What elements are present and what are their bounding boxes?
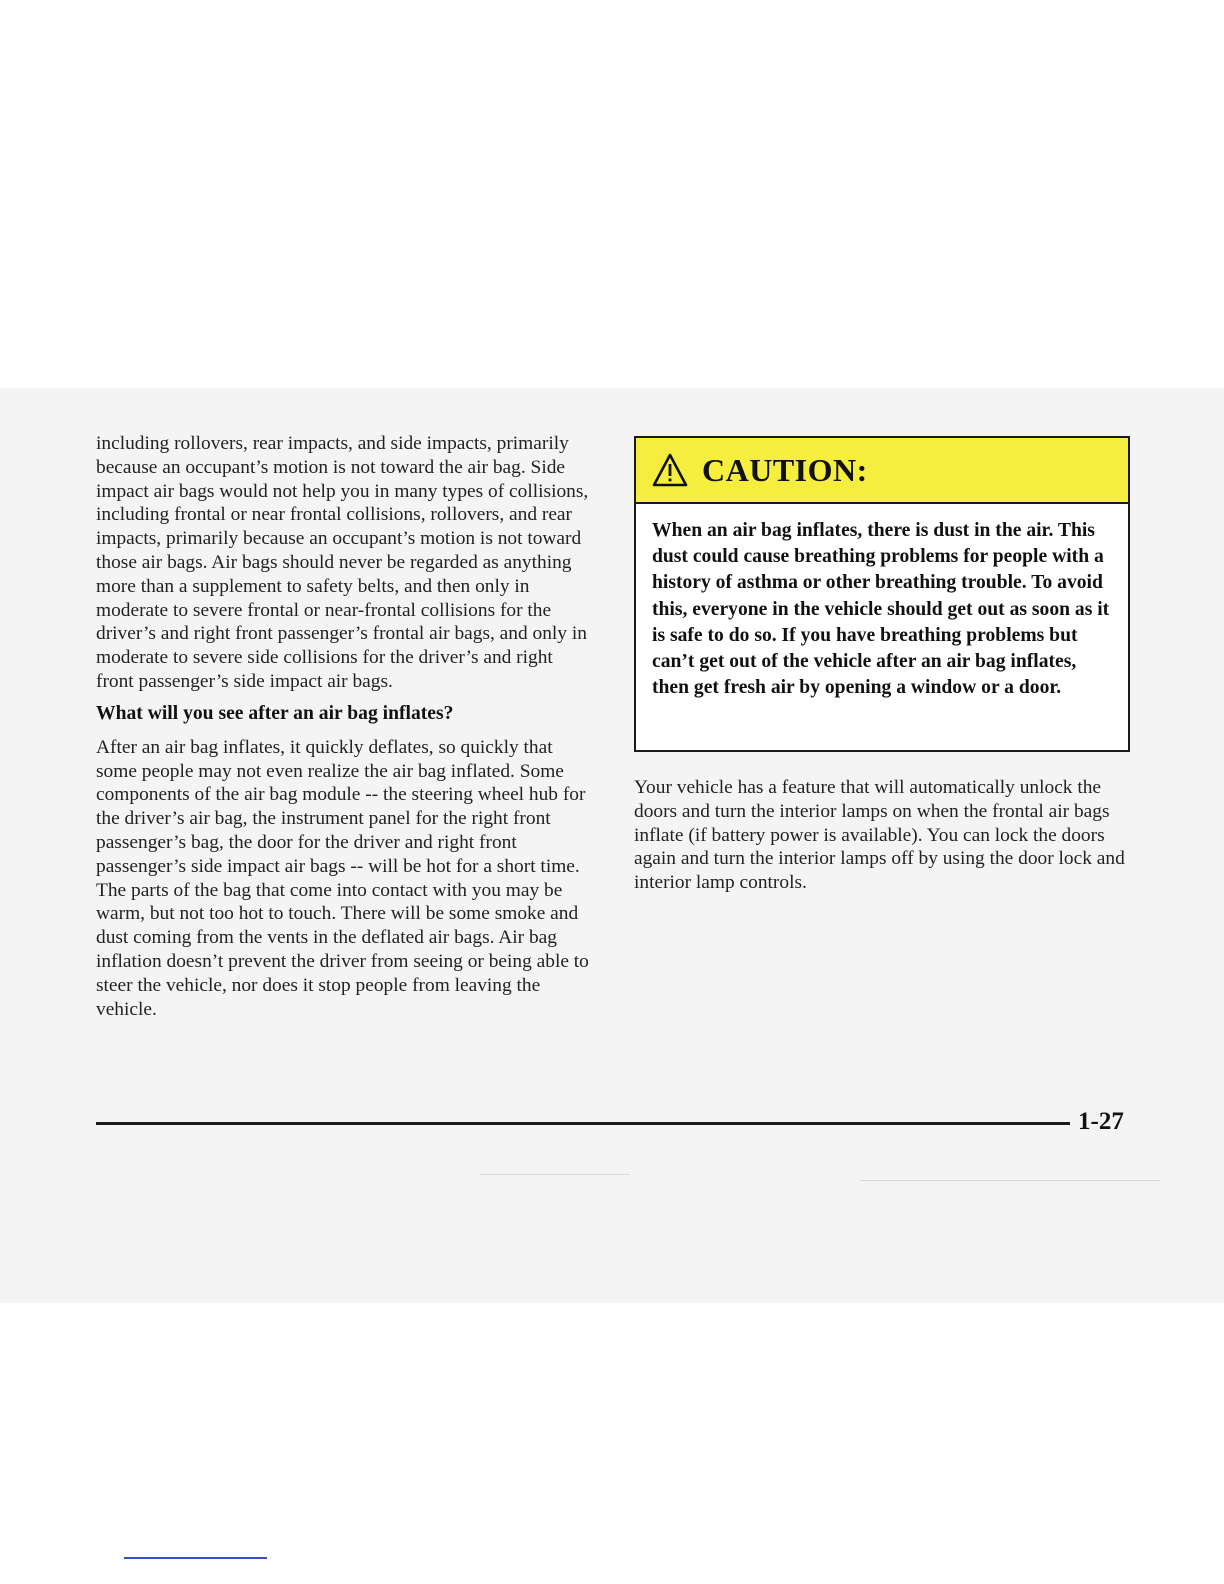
scan-artifact-blue-line	[124, 1557, 267, 1559]
caution-body: When an air bag inflates, there is dust in the air. This dust could cause breathing problems for people with a history of asthma or other breathing trouble. To avoid this, everyone in the vehicle should get out as soon as it is safe to do so. If you have breathing problems but can’t get out of the vehicle after an air bag inflates, then get fresh air by opening a window or a door.	[652, 520, 1110, 699]
scan-artifact-line	[480, 1174, 630, 1175]
right-column	[634, 776, 1134, 895]
left-paragraph-2: After an air bag inflates, it quickly deflates, so quickly that some people may not even realize the air bag inflated. Some components of the air bag module -- the steering wheel hub for the driver’s air bag, the instrument panel for the right front passenger’s bag, the door for the driver and right front passenger’s side impact air bags -- will be hot for a short time. The parts of the bag that come into contact with you may be warm, but not too hot to touch. There will be some smoke and dust coming from the vents in the deflated air bags. Air bag inflation doesn’t prevent the driver from seeing or being able to steer the vehicle, nor does it stop people from leaving the vehicle.	[96, 736, 589, 1020]
left-column	[96, 432, 594, 1021]
page-number: 1-27	[1078, 1108, 1124, 1135]
caution-title: CAUTION:	[702, 451, 868, 488]
section-heading: What will you see after an air bag inflates?	[96, 702, 454, 724]
caution-header	[636, 438, 1128, 504]
scan-artifact-line	[860, 1180, 1160, 1181]
warning-triangle-icon	[652, 453, 688, 487]
footer-rule	[96, 1122, 1070, 1125]
caution-box	[634, 436, 1130, 752]
left-paragraph-1: including rollovers, rear impacts, and side impacts, primarily because an occupant’s motion is not toward the air bag. Side impact air bags would not help you in many types of collisions, including frontal or near frontal collisions, rollovers, and rear impacts, primarily because an occupant’s motion is not toward those air bags. Air bags should never be regarded as anything more than a supplement to safety belts, and then only in moderate to severe frontal or near-frontal collisions for the driver’s and right front passenger’s frontal air bags, and only in moderate to severe side collisions for the driver’s and right front passenger’s side impact air bags.	[96, 433, 589, 692]
right-paragraph: Your vehicle has a feature that will automatically unlock the doors and turn the interior lamps on when the frontal air bags inflate (if battery power is available). You can lock the doors again and turn the interior lamps off by using the door lock and interior lamp controls.	[634, 777, 1125, 894]
